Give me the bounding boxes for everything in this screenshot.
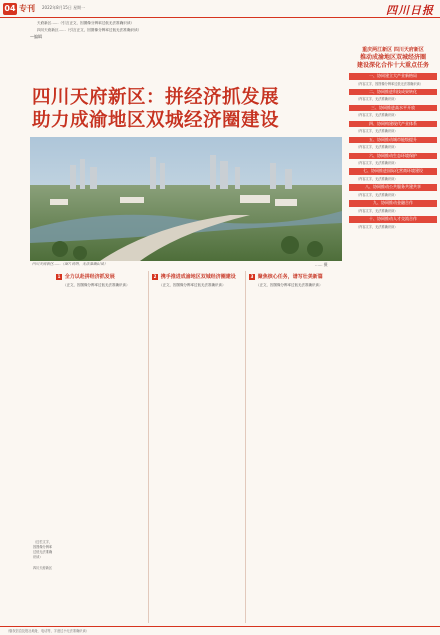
headline bbox=[32, 86, 342, 132]
headline-line-1: 四川天府新区：拼经济抓发展 bbox=[32, 87, 280, 108]
masthead bbox=[0, 0, 440, 18]
intro-editor: —编辑 bbox=[30, 34, 42, 40]
article-column-2 bbox=[152, 283, 241, 623]
article-column-1 bbox=[56, 283, 144, 623]
intro-block bbox=[30, 21, 335, 41]
column-heading-3 bbox=[249, 273, 323, 280]
sidebar-kicker: 重庆两江新区 四川天府新区 bbox=[362, 47, 424, 53]
column-number: 2 bbox=[153, 273, 157, 279]
article-paragraph: （正文，因图像分辨率过低无法准确识读） bbox=[256, 283, 323, 287]
sidebar-item-text: （内容文字，无法准确识读） bbox=[356, 145, 398, 150]
column-number: 3 bbox=[250, 273, 254, 279]
sidebar-item-heading: 十、协同推动人才交流合作 bbox=[349, 216, 437, 223]
sidebar-item-heading: 五、协同推动城市能级提升 bbox=[349, 137, 437, 144]
sidebar-item-heading: 七、协同推进国际化营商环境建设 bbox=[349, 168, 437, 175]
newspaper-logo: 四川日报 bbox=[386, 4, 434, 17]
sidebar-item-heading: 八、协同推动公共服务共建共享 bbox=[349, 184, 437, 191]
sidebar-item-body bbox=[348, 193, 438, 197]
footer-imprint: （版权信息及报社地址、电话等，字迹过小无法准确识读） bbox=[6, 629, 89, 633]
sidebar-item-body bbox=[348, 161, 438, 165]
article-paragraph: （正文，因图像分辨率过低无法准确识读） bbox=[159, 283, 226, 287]
column-number: 1 bbox=[57, 273, 61, 279]
column-heading-1 bbox=[56, 273, 115, 280]
column-divider bbox=[245, 271, 246, 623]
sidebar-item-body bbox=[348, 209, 438, 213]
column-divider bbox=[148, 271, 149, 623]
sidebar-item-body bbox=[348, 113, 438, 117]
sidebar-item-heading: 九、协同推动金融合作 bbox=[349, 200, 437, 207]
sidebar-item-text: （内容文字，因图像分辨率过低无法准确识读） bbox=[356, 81, 423, 86]
date-line: 2022年8月15日 星期一 bbox=[42, 5, 86, 10]
sidebar-item-text: （内容文字，无法准确识读） bbox=[356, 113, 398, 118]
sidebar-item-heading: 三、协同推进高水平开放 bbox=[349, 105, 437, 112]
sidebar-item-text: （内容文字，无法准确识读） bbox=[356, 176, 398, 181]
article-column-3 bbox=[249, 283, 342, 623]
sidebar-item-heading: 一、协同建立大产业新格局 bbox=[349, 73, 437, 80]
headline-line-2: 助力成渝地区双城经济圈建设 bbox=[32, 110, 280, 131]
sidebar-task-list bbox=[348, 36, 438, 626]
margin-note bbox=[33, 540, 53, 571]
column-heading-2 bbox=[152, 273, 236, 280]
sidebar-item-body bbox=[348, 97, 438, 101]
aerial-photo bbox=[30, 137, 342, 261]
sidebar-item-text: （内容文字，无法准确识读） bbox=[356, 161, 398, 166]
margin-note-signature: 四川天府新区 bbox=[33, 566, 53, 570]
sidebar-item-text: （内容文字，无法准确识读） bbox=[356, 208, 398, 213]
column-heading-text: 聚焦核心任务，谱写壮美新篇 bbox=[257, 274, 323, 280]
article-paragraph: （正文，因图像分辨率过低无法准确识读） bbox=[63, 283, 130, 287]
top-rule bbox=[0, 17, 440, 18]
photo-credit: …… 摄 bbox=[315, 262, 328, 267]
sidebar-title-line-2: 建设深化合作十大重点任务 bbox=[356, 62, 429, 69]
sidebar-item-text: （内容文字，无法准确识读） bbox=[356, 129, 398, 134]
sidebar-item-heading: 二、协同推进科技成果转化 bbox=[349, 89, 437, 96]
photo-caption: 四川天府新区……（图片说明，无法准确识读） bbox=[32, 262, 108, 266]
sidebar-item-text: （内容文字，无法准确识读） bbox=[356, 97, 398, 102]
section-name: 专刊 bbox=[19, 4, 35, 13]
bottom-rule bbox=[0, 626, 440, 627]
sidebar-title-line-1: 推动成渝地区双城经济圈 bbox=[359, 54, 426, 61]
sidebar-item-text: （内容文字，无法准确识读） bbox=[356, 192, 398, 197]
column-heading-text: 全力以赴拼经济抓发展 bbox=[64, 274, 115, 280]
intro-paragraph: 天府新区……（引言正文，因图像分辨率过低无法准确识读） bbox=[37, 21, 135, 25]
margin-note-text: （边栏文字，因图像分辨率过低无法准确识读） bbox=[33, 540, 53, 559]
sidebar-item-body bbox=[348, 82, 438, 86]
sidebar-item-heading: 六、协同推动生态环境保护 bbox=[349, 153, 437, 160]
intro-paragraph: 四川天府新区……（引言正文，因图像分辨率过低无法准确识读） bbox=[37, 27, 142, 32]
sidebar-title bbox=[348, 54, 438, 70]
sidebar-item-body bbox=[348, 145, 438, 149]
sidebar-item-heading: 四、协同构建现代产业体系 bbox=[349, 121, 437, 128]
sidebar-item-body bbox=[348, 177, 438, 181]
page-number: 04 bbox=[4, 4, 16, 13]
sidebar-item-body bbox=[348, 129, 438, 133]
sidebar-item-body bbox=[348, 225, 438, 229]
column-heading-text: 携手推进成渝地区双城经济圈建设 bbox=[160, 274, 236, 280]
sidebar-item-text: （内容文字，无法准确识读） bbox=[356, 224, 398, 229]
